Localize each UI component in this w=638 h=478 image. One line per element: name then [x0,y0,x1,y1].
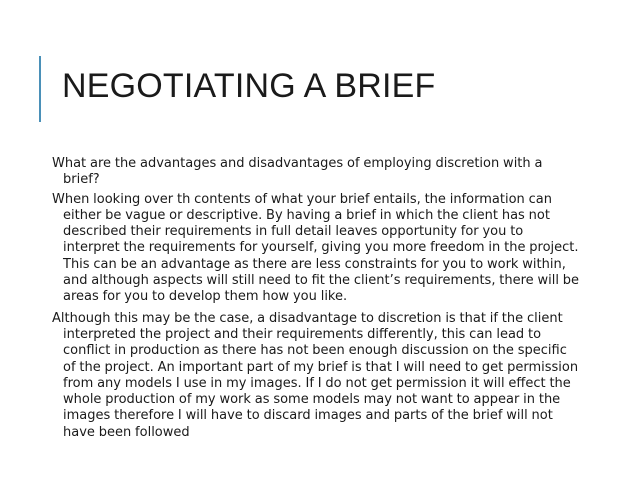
slide-title: NEGOTIATING A BRIEF [62,67,436,105]
disadvantage-paragraph: Although this may be the case, a disadvantage to discretion is that if the client interpreted the project and their requirements differently, this can lead to conflict in production as there has not been enough discussion on the specific of the project. An important part of my brief is that I will need to get permission from any models I use in my images. If I do not get permission it will effect the whole production of my work as some models may not want to appear in the images therefore I will have to discard images and parts of the brief will not have been followed [52,310,579,440]
advantage-paragraph: When looking over th contents of what your brief entails, the information can either be vague or descriptive. By having a brief in which the client has not described their requirements in full detail leaves opportunity for you to interpret the requirements for yourself, giving you more freedom in the project. This can be an advantage as there are less constraints for you to work within, and although aspects will still need to fit the client’s requirements, there will be areas for you to develop them how you like. [52,191,580,305]
title-accent-bar [39,56,41,122]
question-paragraph: What are the advantages and disadvantages of employing discretion with a brief? [52,156,543,188]
slide-body [52,156,582,445]
